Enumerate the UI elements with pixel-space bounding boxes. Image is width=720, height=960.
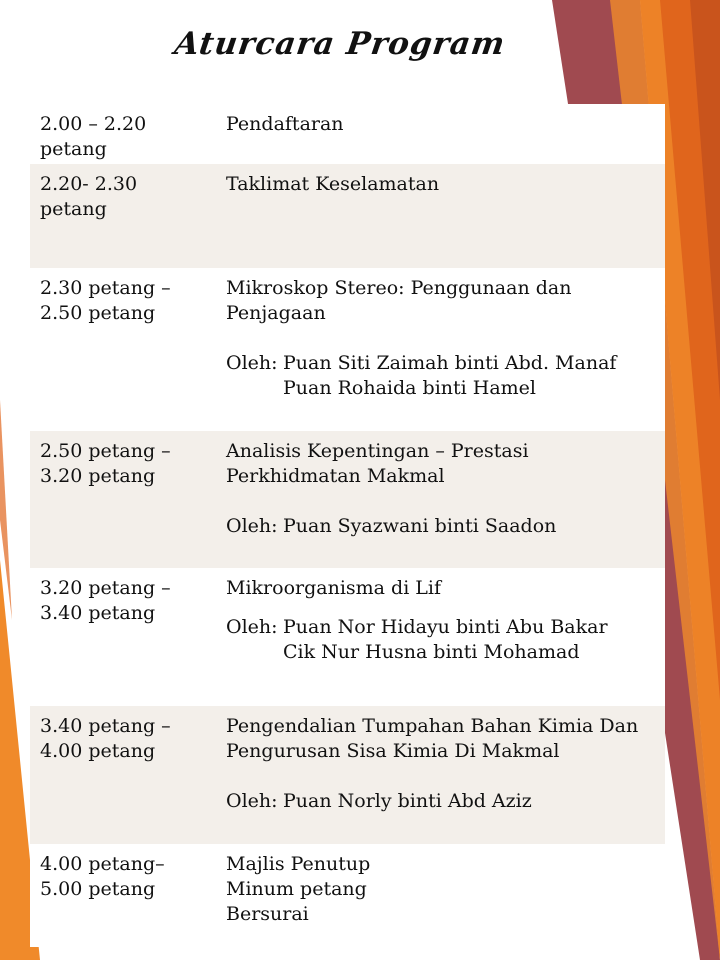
schedule-time: 3.20 petang – 3.40 petang — [40, 577, 171, 624]
speaker-name: Puan Norly binti Abd Aziz — [283, 790, 532, 812]
by-label: Oleh: — [226, 515, 278, 537]
speaker-name: Cik Nur Husna binti Mohamad — [283, 641, 580, 663]
schedule-row — [30, 164, 665, 268]
schedule-activity: Taklimat Keselamatan — [226, 173, 440, 195]
speaker-name: Puan Syazwani binti Saadon — [283, 515, 557, 537]
schedule-activity: Mikroorganisma di Lif Oleh: Puan Nor Hidayu binti Abu Bakar Cik Nur Husna binti Mohamad — [226, 576, 665, 706]
speaker-block — [226, 514, 657, 539]
schedule-row — [30, 104, 665, 164]
speaker-name: Puan Siti Zaimah binti Abd. Manaf — [283, 352, 617, 374]
speaker-block — [226, 789, 657, 814]
schedule-time: 3.40 petang – 4.00 petang — [40, 715, 171, 762]
schedule-activity: Mikroskop Stereo: Penggunaan dan Penjagaan Oleh: Puan Siti Zaimah binti Abd. Manaf Puan Rohaida binti Hamel — [226, 276, 665, 431]
by-label: Oleh: — [226, 790, 278, 812]
schedule-activity: Analisis Kepentingan – Prestasi Perkhidmatan Makmal Oleh: Puan Syazwani binti Saadon — [226, 439, 665, 568]
by-label: Oleh: — [226, 616, 278, 638]
schedule-time: 2.00 – 2.20 petang — [40, 113, 147, 160]
page-title: Aturcara Program — [172, 26, 508, 62]
speaker-name: Puan Nor Hidayu binti Abu Bakar — [283, 616, 608, 638]
schedule-activity: Majlis Penutup Minum petang Bersurai — [226, 853, 371, 925]
schedule-table — [30, 104, 665, 947]
speaker-name: Puan Rohaida binti Hamel — [283, 377, 537, 399]
schedule-time: 2.20- 2.30 petang — [40, 173, 138, 220]
by-label: Oleh: — [226, 352, 278, 374]
schedule-row — [30, 568, 665, 706]
speaker-block — [226, 615, 657, 665]
schedule-row — [30, 844, 665, 947]
schedule-activity: Pengendalian Tumpahan Bahan Kimia Dan Pengurusan Sisa Kimia Di Makmal Oleh: Puan Norly binti Abd Aziz — [226, 714, 665, 844]
schedule-time: 2.50 petang – 3.20 petang — [40, 440, 171, 487]
schedule-row — [30, 706, 665, 844]
schedule-activity: Pendaftaran — [226, 113, 344, 135]
schedule-row — [30, 268, 665, 431]
speaker-block — [226, 351, 657, 401]
schedule-time: 2.30 petang – 2.50 petang — [40, 277, 171, 324]
schedule-time: 4.00 petang– 5.00 petang — [40, 853, 165, 900]
schedule-row — [30, 431, 665, 568]
